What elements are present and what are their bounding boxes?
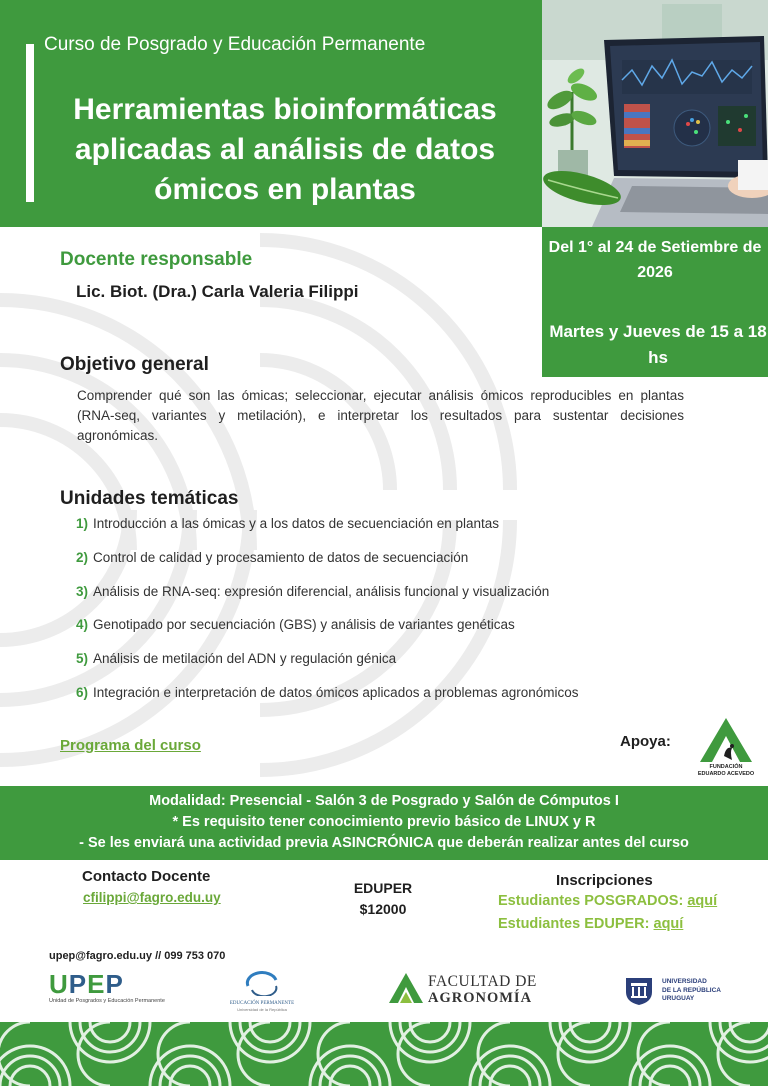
modalidad-banner [0,786,768,860]
educacion-permanente-swirl-icon [242,970,282,996]
unit-text: Control de calidad y procesamiento de datos de secuenciación [93,549,469,565]
contacto-email-link[interactable]: cfilippi@fagro.edu.uy [83,890,221,905]
unit-number: 1) [76,516,89,531]
programa-link[interactable]: Programa del curso [60,737,201,754]
unit-item [76,685,716,719]
eduper-label: EDUPER [353,880,413,896]
udelar-logo: UNIVERSIDAD DE LA REPÚBLICA URUGUAY [624,974,654,1011]
udelar-crest-icon [624,974,654,1006]
apoya-label: Apoya: [620,733,671,750]
unit-item [76,550,716,584]
course-days-hours: Martes y Jueves de 15 a 18 hs [549,322,767,367]
upep-contact: upep@fagro.edu.uy // 099 753 070 [49,950,226,962]
course-type: Curso de Posgrado y Educación Permanente [44,34,426,55]
unit-number: 3) [76,583,89,599]
inscripcion-posgrados: Estudiantes POSGRADOS: aquí [498,893,718,909]
lab-laptop-photo [542,0,768,227]
inscripcion-eduper-link[interactable]: aquí [653,916,684,932]
unit-item [76,617,716,651]
unit-number: 6) [76,684,89,700]
eduper-price [338,878,428,920]
facultad-agronomia-logo: FACULTAD DE AGRONOMÍA [388,972,424,1009]
docente-name: Lic. Biot. (Dra.) Carla Valeria Filippi [76,282,359,301]
unit-text: Integración e interpretación de datos ómicos aplicados a problemas agronómicos [93,684,579,700]
unit-text: Genotipado por secuenciación (GBS) y análisis de variantes genéticas [93,617,515,633]
unit-number: 5) [76,651,89,667]
requisito-line: * Es requisito tener conocimiento previo básico de LINUX y R [172,814,596,830]
eduper-amount: $12000 [359,901,407,917]
course-title: Herramientas bioinformáticas aplicadas al análisis de datos ómicos en plantas [73,93,497,206]
fundacion-logo-text: FUNDACIÓN EDUARDO ACEVEDO [697,764,755,777]
unit-text: Introducción a las ómicas y a los datos de secuenciación en plantas [93,516,500,531]
upep-logo: UPEP Unidad de Posgrados y Educación Permanente [49,969,165,1004]
modalidad-line: Modalidad: Presencial - Salón 3 de Posgrado y Salón de Cómputos I [149,793,619,809]
unidades-list [76,516,716,719]
unidades-heading: Unidades temáticas [60,488,239,509]
unit-item [76,651,716,685]
objetivo-heading: Objetivo general [60,354,209,375]
docente-heading: Docente responsable [60,249,253,270]
schedule-box [542,227,768,377]
educacion-permanente-logo: EDUCACIÓN PERMANENTE Universidad de la República [226,970,298,1012]
header-banner [0,0,542,227]
unit-item [76,584,716,618]
unit-number: 2) [76,549,89,565]
header-accent-bar [26,44,34,202]
footer-arc-pattern [0,1022,768,1086]
footer-pattern [0,1022,768,1086]
inscripciones-heading: Inscripciones [556,872,653,889]
unit-item [76,516,716,550]
actividad-previa-line: - Se les enviará una actividad previa ASINCRÓNICA que deberán realizar antes del curso [79,835,689,851]
objetivo-text: Comprender qué son las ómicas; seleccionar, ejecutar análisis ómicos reproducibles en plantas (RNA-seq, variantes y metilación), e interpretar los resultados para sustentar decisiones agronómicas. [77,388,684,443]
laptop-photo-illustration [542,0,768,227]
unit-number: 4) [76,617,89,633]
agronomia-triangle-icon [388,972,424,1004]
unit-text: Análisis de RNA-seq: expresión diferencial, análisis funcional y visualización [93,583,550,599]
inscripcion-posgrados-link[interactable]: aquí [687,893,718,909]
course-dates: Del 1° al 24 de Setiembre de 2026 [548,239,762,281]
contacto-heading: Contacto Docente [82,868,211,885]
inscripcion-eduper: Estudiantes EDUPER: aquí [498,916,684,932]
unit-text: Análisis de metilación del ADN y regulación génica [93,651,397,667]
